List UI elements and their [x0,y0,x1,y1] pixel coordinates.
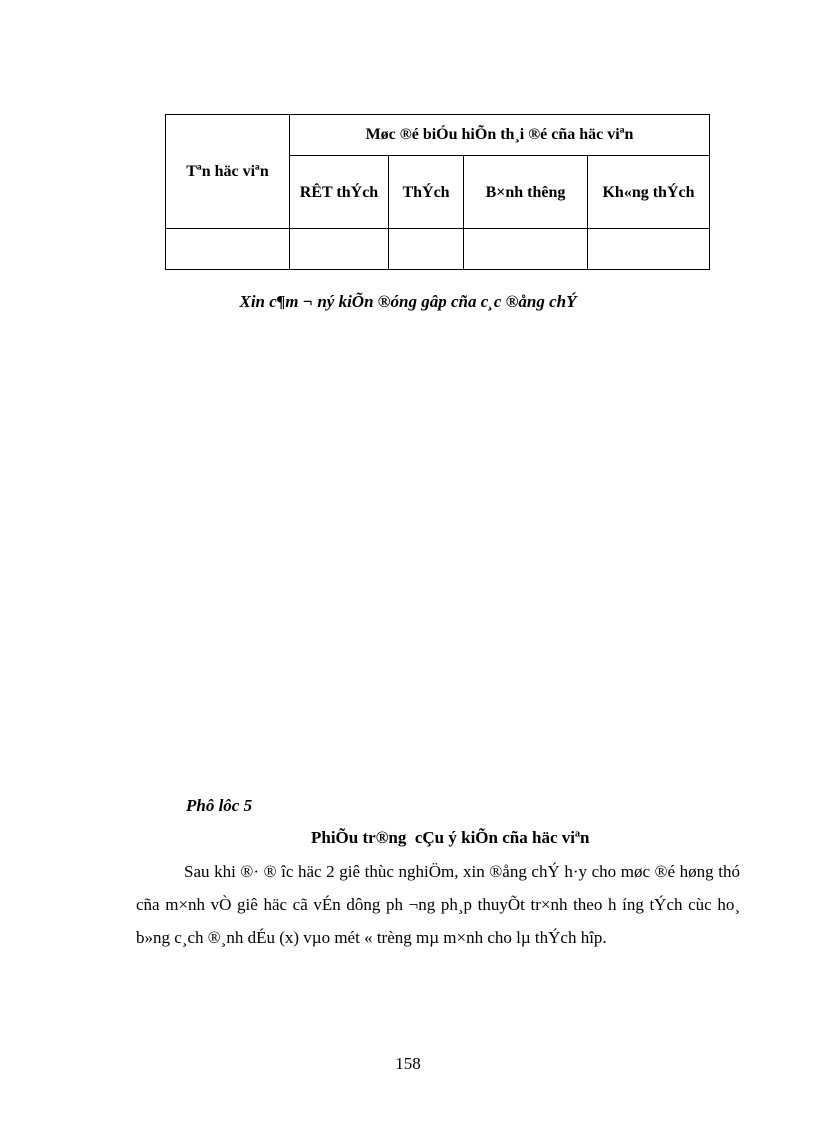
rating-table [165,114,710,270]
col-like: ThÝch [389,156,464,229]
appendix-label: Phô lôc 5 [186,796,253,815]
col-dislike: Kh«ng thÝch [588,156,710,229]
table-row [166,229,710,270]
form-title: PhiÕu tr®ng cÇu ý kiÕn cña häc viªn [311,828,590,847]
table-cell [588,229,710,270]
col-normal: B×nh thêng [464,156,588,229]
rating-group-header: Møc ®é biÓu hiÕn th¸i ®é cña häc viªn [290,115,710,156]
instruction-paragraph: Sau khi ®· ® îc häc 2 giê thùc nghiÖm, xin ®ång chÝ h·y cho møc ®é høng thó cña m×nh vÒ giê häc cã vÉn dông ph ¬ng ph¸p thuyÕt tr×nh theo h íng tÝch cùc ho¸ b»ng c¸ch ®¸nh dÉu (x) vµo mét « trèng mµ m×nh cho lµ thÝch hîp. [136,862,740,947]
table-cell [389,229,464,270]
table-cell [464,229,588,270]
table-cell [290,229,389,270]
student-name-header: Tªn häc viªn [166,115,290,229]
page-number: 158 [395,1054,421,1073]
col-very-like: RÊT thÝch [290,156,389,229]
thank-you-caption: Xin c¶m ¬ ný kiÕn ®óng gâp cña c¸c ®ång chÝ [239,292,577,311]
table-cell [166,229,290,270]
